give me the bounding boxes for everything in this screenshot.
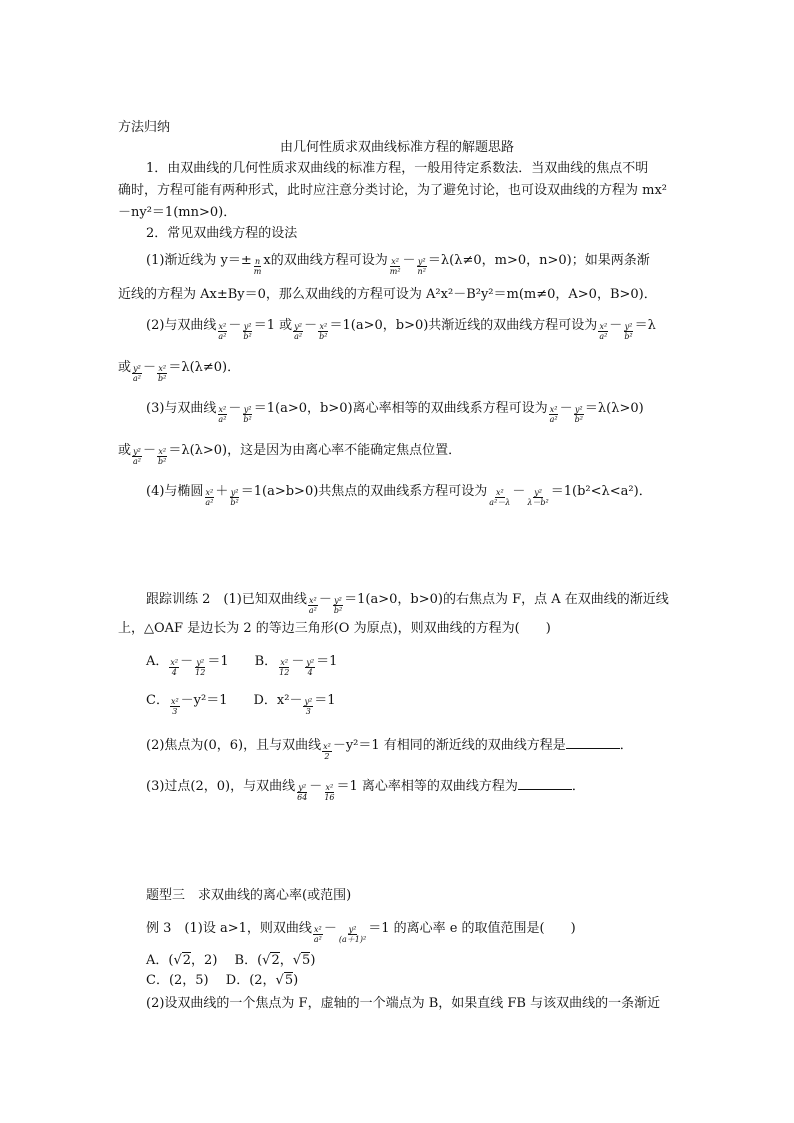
fraction: $\frac{\text{x²}}{\text{b²}}$ xyxy=(158,447,167,466)
fraction: $\frac{\text{x²}}{\text{b²}}$ xyxy=(319,322,328,341)
item-1-line-2: 近线的方程为 Ax±By＝0，那么双曲线的方程可设为 A²x²－B²y²＝m(m≠0，A>0，B>0)． xyxy=(118,287,657,302)
fraction: $\frac{\text{x²}}{\text{a²}}$ xyxy=(218,405,227,424)
paragraph-2: 2．常见双曲线方程的设法 xyxy=(146,226,298,241)
fraction: $\frac{\text{y²}}{\text{b²}}$ xyxy=(624,322,633,341)
example-3-question-2: (2)设双曲线的一个焦点为 F，虚轴的一个端点为 B，如果直线 FB 与该双曲线的一条渐近 xyxy=(146,996,661,1011)
fraction: $\frac{\text{x²}}{\text{a²－λ}}$ xyxy=(489,488,511,507)
fraction: $\frac{\text{x²}}{4}$ xyxy=(170,658,179,677)
fraction: $\frac{\text{y²}}{4}$ xyxy=(306,658,315,677)
type-3-title: 题型三 求双曲线的离心率(或范围) xyxy=(146,888,352,903)
fraction: $\frac{\text{x²}}{12}$ xyxy=(279,658,290,677)
fraction: $\frac{\text{y²}}{\text{a²}}$ xyxy=(133,447,141,466)
exercise-2-options-cd: C． $\frac{\text{x²}}{3}$ －y²＝1 D．x²－ $\frac{\text{y²}}{3}$ ＝1 xyxy=(146,693,336,716)
example-3-question-1: 例 3 (1)设 a>1，则双曲线 $\frac{\text{x²}}{\text{a²}}$ － $\frac{\text{y²}}{\text{(a＋1)²}}$ ＝1 的离心率 e 的取值范围是( ) xyxy=(146,921,576,944)
fraction: $\frac{\text{y²}}{\text{b²}}$ xyxy=(243,322,252,341)
fraction: $\frac{\text{y²}}{\text{b²}}$ xyxy=(243,405,252,424)
item-4: (4)与椭圆 $\frac{\text{x²}}{\text{a²}}$ ＋ $\frac{\text{y²}}{\text{b²}}$ ＝1(a>b>0)共焦点的双曲线系方程可设为 $\frac{\text{x²}}{\text{a²－λ}}$ － $\frac{\text{y²}}{\text{λ－b²}}$ ＝1(b²<λ<a²)． xyxy=(146,484,652,507)
fraction: $\frac{\text{x²}}{\text{b²}}$ xyxy=(158,364,167,383)
item-2-line-2: 或 $\frac{\text{y²}}{\text{a²}}$ － $\frac{\text{x²}}{\text{b²}}$ ＝λ(λ≠0)． xyxy=(118,360,241,383)
item-3-line-1: (3)与双曲线 $\frac{\text{x²}}{\text{a²}}$ － $\frac{\text{y²}}{\text{b²}}$ ＝1(a>0，b>0)离心率相等的双曲线系方程可设为 $\frac{\text{x²}}{\text{a²}}$ － $\frac{\text{y²}}{\text{b²}}$ ＝λ(λ>0) xyxy=(146,401,644,424)
fraction: $\frac{\text{y²}}{\text{b²}}$ xyxy=(333,596,343,615)
fraction: $\frac{\text{x²}}{3}$ xyxy=(170,697,179,716)
exercise-2-line-2: 上，△OAF 是边长为 2 的等边三角形(O 为原点)，则双曲线的方程为( ) xyxy=(118,621,551,636)
item-1-line-1: (1)渐近线为 y＝± $\frac{n}{m}$ x的双曲线方程可设为 $\frac{\text{x²}}{\text{m²}}$ － $\frac{\text{y²}}{\text{n²}}$ ＝λ(λ≠0，m>0，n>0)；如果两条渐 xyxy=(146,253,650,276)
item-3-line-2: 或 $\frac{\text{y²}}{\text{a²}}$ － $\frac{\text{x²}}{\text{b²}}$ ＝λ(λ>0)，这是因为由离心率不能确定焦点位置． xyxy=(118,443,462,466)
fraction: $\frac{\text{y²}}{3}$ xyxy=(304,697,313,716)
item-2-line-1: (2)与双曲线 $\frac{\text{x²}}{\text{a²}}$ － $\frac{\text{y²}}{\text{b²}}$ ＝1 或 $\frac{\text{y²}}{\text{a²}}$ － $\frac{\text{x²}}{\text{b²}}$ ＝1(a>0，b>0)共渐近线的双曲线方程可设为 $\frac{\text{x²}}{\text{a²}}$ － $\frac{\text{y²}}{\text{b²}}$ ＝λ xyxy=(146,318,656,341)
fraction: $\frac{\text{y²}}{\text{a²}}$ xyxy=(133,364,141,383)
paragraph-1-line-2: 确时，方程可能有两种形式，此时应注意分类讨论，为了避免讨论，也可设双曲线的方程为 mx² xyxy=(118,183,668,198)
fraction: $\frac{\text{x²}}{\text{m²}}$ xyxy=(389,257,401,276)
exercise-2-line-1: 跟踪训练 2 (1)已知双曲线 $\frac{\text{x²}}{\text{a²}}$ － $\frac{\text{y²}}{\text{b²}}$ ＝1(a>0，b>0)的右焦点为 F，点 A 在双曲线的渐近线 xyxy=(146,592,669,615)
fraction: $\frac{\text{y²}}{64}$ xyxy=(297,783,308,802)
paragraph-1-line-3: －ny²＝1(mn>0)． xyxy=(118,205,237,220)
exercise-2-options-ab: A． $\frac{\text{x²}}{4}$ － $\frac{\text{y²}}{12}$ ＝1 B． $\frac{\text{x²}}{12}$ － $\frac{\text{y²}}{4}$ ＝1 xyxy=(146,654,338,677)
fraction: $\frac{\text{y²}}{\text{a²}}$ xyxy=(294,322,303,341)
fraction: $\frac{n}{m}$ xyxy=(253,257,262,276)
fraction: $\frac{\text{x²}}{\text{a²}}$ xyxy=(308,596,317,615)
fraction: $\frac{\text{x²}}{2}$ xyxy=(323,742,331,761)
example-3-options-cd: C．(2，5) D．(2，√5) xyxy=(146,973,299,988)
fraction: $\frac{\text{x²}}{\text{a²}}$ xyxy=(218,322,227,341)
exercise-2-question-3: (3)过点(2，0)，与双曲线 $\frac{\text{y²}}{64}$ － $\frac{\text{x²}}{16}$ ＝1 离心率相等的双曲线方程为 ． xyxy=(146,779,585,802)
subtitle: 由几何性质求双曲线标准方程的解题思路 xyxy=(279,140,514,155)
fraction: $\frac{\text{x²}}{\text{a²}}$ xyxy=(599,322,608,341)
answer-blank xyxy=(566,737,620,749)
section-title: 方法归纳 xyxy=(118,120,171,135)
exercise-2-question-2: (2)焦点为(0，6)，且与双曲线 $\frac{\text{x²}}{2}$ －y²＝1 有相同的渐近线的双曲线方程是 ． xyxy=(146,738,633,761)
fraction: $\frac{\text{x²}}{\text{a²}}$ xyxy=(205,488,214,507)
fraction: $\frac{\text{y²}}{\text{(a＋1)²}}$ xyxy=(338,925,367,944)
fraction: $\frac{\text{x²}}{\text{a²}}$ xyxy=(313,925,322,944)
example-3-options-ab: A．(√2，2) B．(√2，√5) xyxy=(146,953,316,968)
fraction: $\frac{\text{x²}}{\text{a²}}$ xyxy=(549,405,558,424)
fraction: $\frac{\text{x²}}{16}$ xyxy=(324,783,335,802)
fraction: $\frac{\text{y²}}{12}$ xyxy=(195,658,206,677)
fraction: $\frac{\text{y²}}{\text{λ－b²}}$ xyxy=(527,488,549,507)
fraction: $\frac{\text{y²}}{\text{n²}}$ xyxy=(417,257,426,276)
paragraph-1-line-1: 1．由双曲线的几何性质求双曲线的标准方程，一般用待定系数法．当双曲线的焦点不明 xyxy=(146,161,649,176)
answer-blank xyxy=(518,778,572,790)
fraction: $\frac{\text{y²}}{\text{b²}}$ xyxy=(574,405,583,424)
fraction: $\frac{\text{y²}}{\text{b²}}$ xyxy=(230,488,239,507)
